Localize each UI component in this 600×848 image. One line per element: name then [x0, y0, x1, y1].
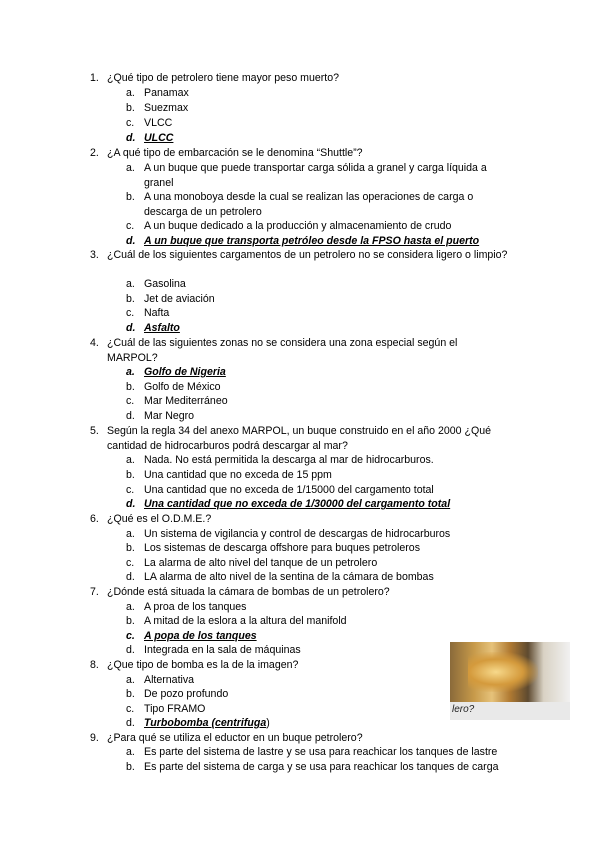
- question-text: ¿Qué es el O.D.M.E.?: [107, 513, 212, 525]
- option-text: Tipo FRAMO: [144, 703, 206, 715]
- question-number: 5.: [90, 425, 99, 437]
- option-letter: b.: [126, 469, 135, 481]
- option-text: Una cantidad que no exceda de 1/15000 del cargamento total: [144, 484, 434, 496]
- option-text: Mar Mediterráneo: [144, 395, 228, 407]
- option-3c: [126, 306, 526, 321]
- option-text: VLCC: [144, 117, 173, 129]
- option-3b: [126, 292, 526, 307]
- option-5d-answer: [126, 497, 526, 512]
- option-1c: [126, 116, 526, 131]
- question-number: 2.: [90, 147, 99, 159]
- option-5b: [126, 468, 526, 483]
- question-9: [90, 731, 530, 746]
- option-letter: a.: [126, 454, 135, 466]
- option-text: Golfo de México: [144, 381, 221, 393]
- option-text: Es parte del sistema de lastre y se usa para reachicar los tanques de lastre: [144, 746, 498, 758]
- option-text: Los sistemas de descarga offshore para buques petroleros: [144, 542, 420, 554]
- option-text: A un buque que transporta petróleo desde la FPSO hasta el puerto: [144, 235, 480, 247]
- option-letter: c.: [126, 703, 135, 715]
- closing-paren: ): [266, 717, 270, 729]
- option-letter: d.: [126, 235, 136, 247]
- question-3: [90, 248, 520, 263]
- question-text: ¿Dónde está situada la cámara de bombas de un petrolero?: [107, 586, 390, 598]
- question-1: [90, 71, 530, 86]
- option-letter: c.: [126, 117, 135, 129]
- option-letter: a.: [126, 162, 135, 174]
- option-4d: [126, 409, 526, 424]
- option-5c: [126, 483, 526, 498]
- option-1a: [126, 86, 526, 101]
- photo-caption: lero?: [452, 704, 475, 715]
- photo-highlight: [468, 652, 538, 692]
- option-7b: [126, 614, 526, 629]
- option-letter: b.: [126, 615, 135, 627]
- option-text: Mar Negro: [144, 410, 195, 422]
- option-text: Alternativa: [144, 674, 195, 686]
- option-letter: d.: [126, 571, 135, 583]
- option-4a-answer: [126, 365, 526, 380]
- option-letter: a.: [126, 528, 135, 540]
- option-8b: [126, 687, 426, 702]
- question-number: 7.: [90, 586, 99, 598]
- option-text: Nafta: [144, 307, 170, 319]
- option-text: A un buque que puede transportar carga sólida a granel y carga líquida a granel: [144, 162, 487, 189]
- option-text: Integrada en la sala de máquinas: [144, 644, 301, 656]
- question-number: 9.: [90, 732, 99, 744]
- option-letter: a.: [126, 278, 135, 290]
- question-text: ¿Para qué se utiliza el eductor en un buque petrolero?: [107, 732, 363, 744]
- option-letter: b.: [126, 381, 135, 393]
- option-letter: c.: [126, 307, 135, 319]
- option-letter: d.: [126, 132, 136, 144]
- question-number: 3.: [90, 249, 99, 261]
- option-6b: [126, 541, 526, 556]
- question-text: Según la regla 34 del anexo MARPOL, un buque construido en el año 2000 ¿Qué cantidad de hidrocarburos podrá descargar al mar?: [107, 425, 491, 452]
- option-text: Una cantidad que no exceda de 15 ppm: [144, 469, 332, 481]
- option-letter: d.: [126, 717, 135, 729]
- option-9a: [126, 745, 536, 760]
- option-text: Turbobomba (centrifuga: [144, 717, 267, 729]
- option-letter: c.: [126, 484, 135, 496]
- option-2a: [126, 161, 516, 191]
- option-6c: [126, 556, 526, 571]
- option-2b: [126, 190, 516, 220]
- option-9b: [126, 760, 536, 775]
- question-text: ¿Qué tipo de petrolero tiene mayor peso muerto?: [107, 72, 340, 84]
- option-text: A mitad de la eslora a la altura del manifold: [144, 615, 347, 627]
- option-letter: b.: [126, 542, 135, 554]
- pump-photo: [450, 642, 570, 720]
- option-letter: c.: [126, 557, 135, 569]
- option-8d-answer: [126, 716, 426, 731]
- option-text: La alarma de alto nivel del tanque de un petrolero: [144, 557, 378, 569]
- option-letter: b.: [126, 191, 135, 203]
- option-1d-answer: [126, 131, 526, 146]
- question-6: [90, 512, 530, 527]
- question-number: 4.: [90, 337, 99, 349]
- question-2: [90, 146, 530, 161]
- option-text: De pozo profundo: [144, 688, 229, 700]
- option-text: A un buque dedicado a la producción y almacenamiento de crudo: [144, 220, 452, 232]
- question-5: [90, 424, 530, 454]
- option-text: Suezmax: [144, 102, 189, 114]
- option-letter: c.: [126, 630, 135, 642]
- option-text: Una cantidad que no exceda de 1/30000 del cargamento total: [144, 498, 451, 510]
- option-8a: [126, 673, 426, 688]
- option-letter: b.: [126, 688, 135, 700]
- option-letter: d.: [126, 498, 136, 510]
- option-3a: [126, 277, 526, 292]
- question-text: ¿Que tipo de bomba es la de la imagen?: [107, 659, 299, 671]
- question-8: [90, 658, 430, 673]
- option-text: Un sistema de vigilancia y control de descargas de hidrocarburos: [144, 528, 451, 540]
- question-number: 8.: [90, 659, 99, 671]
- option-6a: [126, 527, 526, 542]
- option-letter: a.: [126, 87, 135, 99]
- option-7a: [126, 600, 526, 615]
- option-letter: a.: [126, 601, 135, 613]
- option-text: Jet de aviación: [144, 293, 215, 305]
- option-6d: [126, 570, 526, 585]
- option-letter: d.: [126, 644, 135, 656]
- option-letter: a.: [126, 746, 135, 758]
- option-text: ULCC: [144, 132, 174, 144]
- question-text: ¿Cuál de las siguientes zonas no se considera una zona especial según el MARPOL?: [107, 337, 458, 364]
- option-2d-answer: [126, 234, 526, 249]
- question-4: [90, 336, 500, 366]
- option-4b: [126, 380, 526, 395]
- option-text: A proa de los tanques: [144, 601, 247, 613]
- option-text: LA alarma de alto nivel de la sentina de la cámara de bombas: [144, 571, 434, 583]
- option-text: A popa de los tanques: [144, 630, 257, 642]
- option-8c: [126, 702, 426, 717]
- option-letter: b.: [126, 102, 135, 114]
- option-letter: a.: [126, 366, 135, 378]
- option-letter: d.: [126, 410, 135, 422]
- option-4c: [126, 394, 526, 409]
- option-text: A una monoboya desde la cual se realizan las operaciones de carga o descarga de un petrolero: [144, 191, 474, 218]
- option-text: Nada. No está permitida la descarga al mar de hidrocarburos.: [144, 454, 434, 466]
- option-1b: [126, 101, 526, 116]
- question-text: ¿A qué tipo de embarcación se le denomina “Shuttle”?: [107, 147, 363, 159]
- option-text: Asfalto: [144, 322, 180, 334]
- question-7: [90, 585, 530, 600]
- option-letter: c.: [126, 220, 135, 232]
- option-letter: a.: [126, 674, 135, 686]
- question-number: 6.: [90, 513, 99, 525]
- option-3d-answer: [126, 321, 526, 336]
- option-letter: c.: [126, 395, 135, 407]
- option-text: Panamax: [144, 87, 189, 99]
- option-text: Golfo de Nigeria: [144, 366, 226, 378]
- question-text: ¿Cuál de los siguientes cargamentos de un petrolero no se considera ligero o limpio?: [107, 249, 508, 261]
- option-5a: [126, 453, 526, 468]
- question-number: 1.: [90, 72, 99, 84]
- option-2c: [126, 219, 526, 234]
- option-letter: b.: [126, 761, 135, 773]
- option-text: Es parte del sistema de carga y se usa para reachicar los tanques de carga: [144, 761, 499, 773]
- option-letter: b.: [126, 293, 135, 305]
- option-letter: d.: [126, 322, 136, 334]
- option-text: Gasolina: [144, 278, 186, 290]
